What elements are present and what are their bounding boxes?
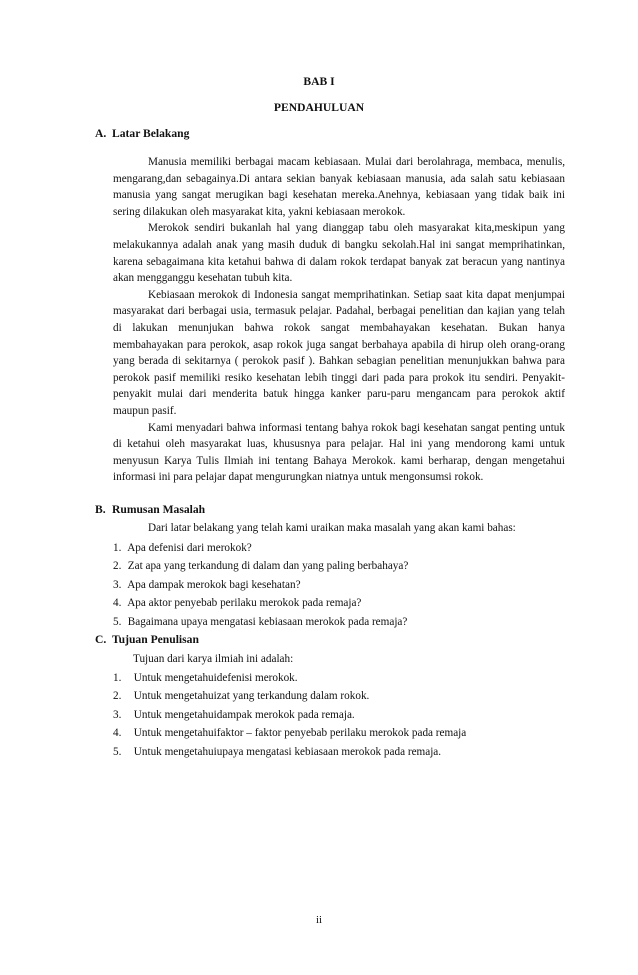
list-item [113, 558, 565, 575]
paragraph: Merokok sendiri bukanlah hal yang dianggap tabu oleh masyarakat kita,meskipun yang melakukannya adalah anak yang masih duduk di bangku sekolah.Hal ini sangat memprihatinkan, karena sebagaimana kita ketahui bahwa di dalam rokok terdapat banyak zat beracun yang nantinya akan mengganggu kesehatan tubuh kita. [113, 222, 565, 285]
section-a-body [113, 154, 565, 486]
list-item-text: Apa aktor penyebab perilaku merokok pada remaja? [127, 597, 362, 610]
list-item-lead: Untuk mengetahui [133, 727, 217, 740]
objective-list [113, 670, 565, 761]
list-item-number: 4. [113, 727, 122, 740]
list-item-text: dampak merokok pada remaja. [216, 708, 355, 721]
section-b-intro: Dari latar belakang yang telah kami uraikan maka masalah yang akan kami bahas: [148, 522, 516, 534]
list-item [113, 614, 565, 631]
section-a-marker: A. [95, 127, 107, 140]
list-item-number: 1. [113, 671, 122, 684]
list-item [113, 595, 565, 612]
list-item-text: defenisi merokok. [216, 671, 298, 684]
list-item-number: 5. [113, 745, 122, 758]
list-item-text: faktor – faktor penyebab perilaku merokok pada remaja [216, 727, 467, 740]
list-item-number: 4. [113, 597, 122, 610]
list-item-number: 3. [113, 578, 122, 591]
list-item [113, 540, 565, 557]
chapter-title: PENDAHULUAN [273, 101, 365, 114]
section-c-heading [95, 632, 199, 649]
section-c-body [113, 651, 565, 763]
page-number: ii [315, 914, 323, 926]
list-item-number: 5. [113, 615, 122, 628]
chapter-number: BAB I [303, 75, 335, 88]
section-c-marker: C. [95, 633, 107, 646]
list-item-number: 1. [113, 541, 122, 554]
section-a-heading [95, 126, 189, 143]
list-item-lead: Untuk mengetahui [133, 690, 217, 703]
section-c-title: Tujuan Penulisan [112, 633, 199, 646]
paragraph: Kami menyadari bahwa informasi tentang bahya rokok bagi kesehatan sangat penting untuk di ketahui oleh masyarakat luas, khususnya para pelajar. Hal ini yang mendorong kami untuk menyusun Karya Tulis Ilmiah ini tentang Bahaya Merokok. kami berharap, dengan mengetahui informasi ini para pelajar dapat mengurungkan niatnya untuk mengonsumsi rokok. [113, 421, 565, 484]
list-item [113, 707, 565, 724]
paragraph: Kebiasaan merokok di Indonesia sangat memprihatinkan. Setiap saat kita dapat menjumpai masyarakat dari berbagai usia, termasuk pelajar. Padahal, berbagai penelitian dan kajian yang telah di lakukan menunjukan bahwa rokok sangat membahayakan kesehatan. Bukan hanya membahayakan para perokok, asap rokok juga sangat berbahaya apabila di hirup oleh orang-orang yang berada di sekitarnya ( perokok pasif ). Bahkan sebagian penelitian menunjukkan bahwa para perokok pasif memiliki resiko kesehatan lebih tinggi dari pada para prokok itu sendiri. Penyakit-penyakit mulai dari menderita batuk hingga kanker paru-paru mengancam para perokok aktif maupun pasif. [113, 288, 565, 417]
list-item-lead: Untuk mengetahui [133, 708, 217, 721]
section-a-title: Latar Belakang [112, 127, 190, 140]
list-item-lead: Untuk mengetahui [133, 745, 217, 758]
list-item [113, 688, 565, 705]
list-item-lead: Untuk mengetahui [133, 671, 217, 684]
section-b-heading [95, 502, 205, 519]
list-item [113, 670, 565, 687]
section-c-intro: Tujuan dari karya ilmiah ini adalah: [133, 653, 294, 665]
list-item-text: Apa dampak merokok bagi kesehatan? [127, 578, 301, 591]
list-item [113, 577, 565, 594]
section-b-body [113, 520, 565, 633]
list-item-number: 2. [113, 690, 122, 703]
list-item-text: zat yang terkandung dalam rokok. [216, 690, 370, 703]
list-item-text: Zat apa yang terkandung di dalam dan yang paling berbahaya? [127, 560, 409, 573]
list-item [113, 725, 565, 742]
list-item-text: Bagaimana upaya mengatasi kebiasaan merokok pada remaja? [127, 615, 408, 628]
list-item-number: 3. [113, 708, 122, 721]
list-item-text: upaya mengatasi kebiasaan merokok pada remaja. [216, 745, 442, 758]
paragraph: Manusia memiliki berbagai macam kebiasaan. Mulai dari berolahraga, membaca, menulis, mengarang,dan sebagainya.Di antara sekian banyak kebiasaan manusia, ada salah satu kebiasaan manusia yang sangat merugikan bagi kesehatan mereka.Anehnya, kebiasaan yang tidak baik ini sering dilakukan oleh masyarakat kita, yakni kebiasaan merokok. [113, 156, 565, 218]
list-item [113, 744, 565, 761]
list-item-number: 2. [113, 560, 122, 573]
section-b-title: Rumusan Masalah [112, 503, 206, 516]
problem-list [113, 540, 565, 631]
list-item-text: Apa defenisi dari merokok? [127, 541, 252, 554]
section-b-marker: B. [95, 503, 106, 516]
